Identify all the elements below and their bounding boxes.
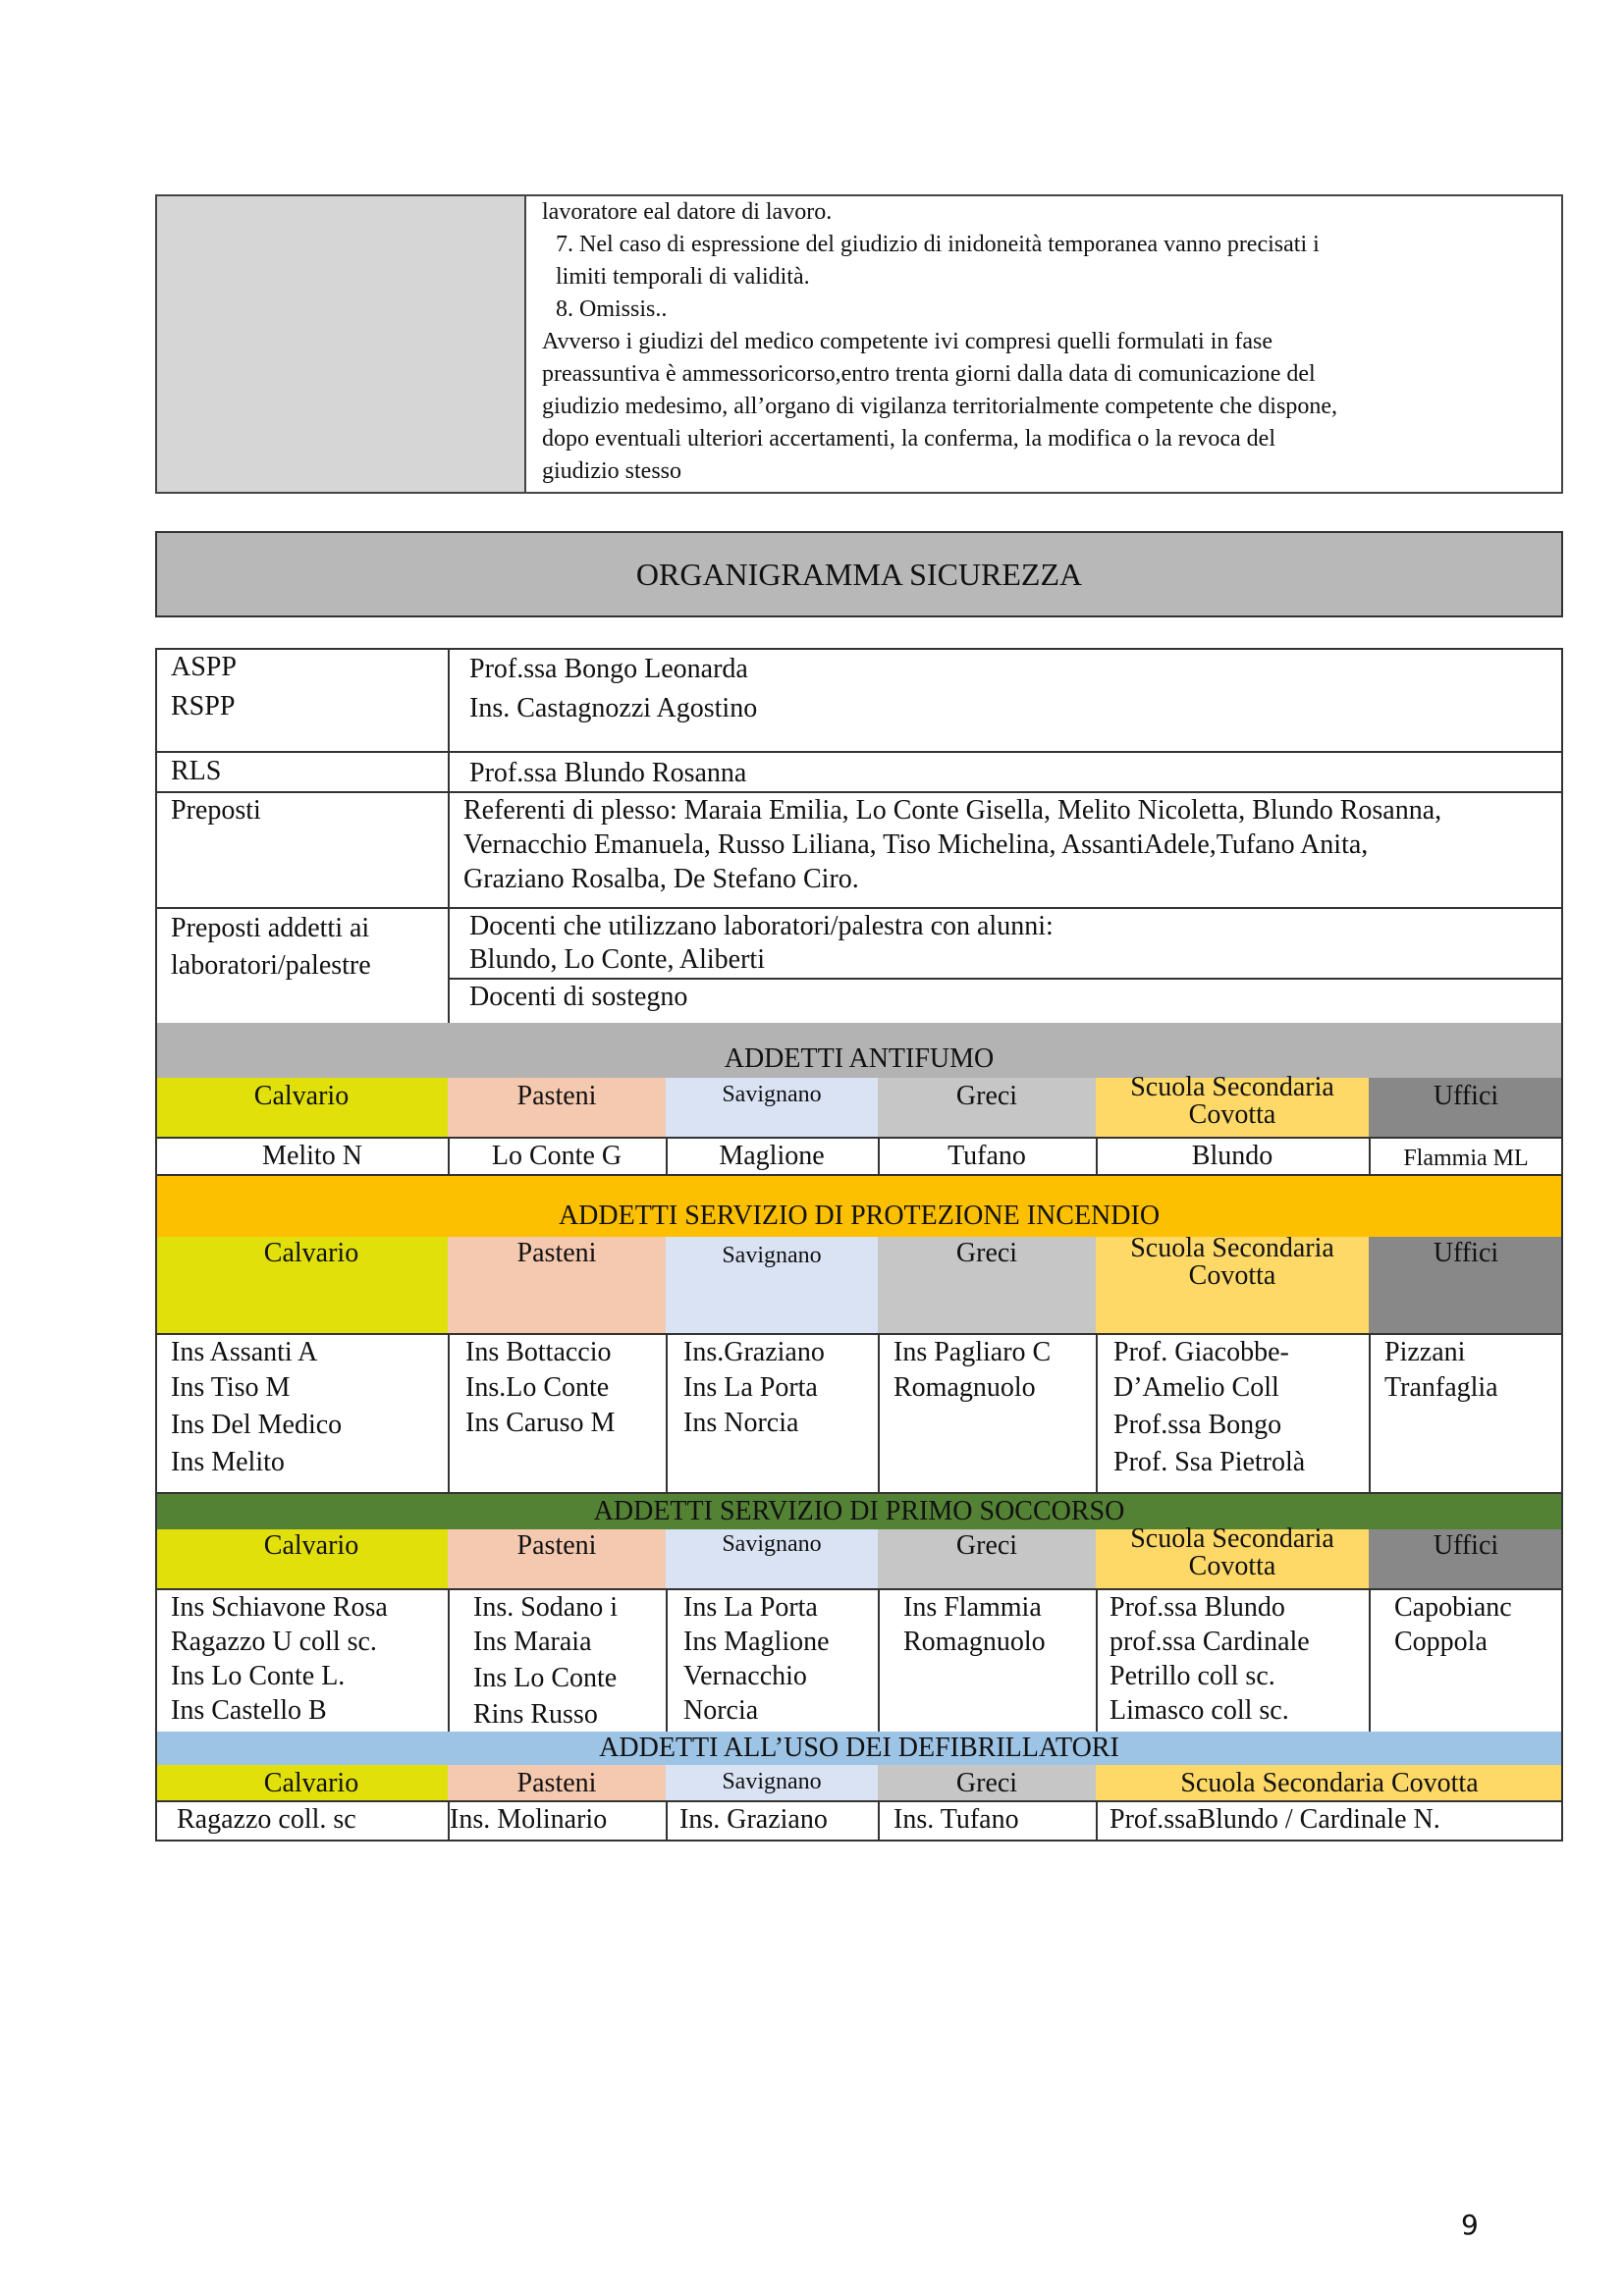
header-calvario: Calvario	[263, 1530, 359, 1561]
cell-soccorso-savignano: Norcia	[683, 1695, 759, 1726]
cell-incendio-secondaria: Prof. Giacobbe-	[1113, 1337, 1289, 1367]
cell-soccorso-uffici: Coppola	[1394, 1627, 1488, 1657]
cell-soccorso-savignano: Vernacchio	[683, 1661, 807, 1691]
cell-soccorso-greci: Romagnuolo	[903, 1627, 1046, 1657]
cell-incendio-savignano: Ins.Graziano	[683, 1337, 825, 1367]
header-greci: Greci	[955, 1081, 1018, 1111]
cell-soccorso-calvario: Ins Lo Conte L.	[171, 1661, 346, 1691]
cell-antifumo-greci: Tufano	[947, 1141, 1026, 1171]
cell-incendio-uffici: Tranfaglia	[1384, 1372, 1498, 1403]
role-preposti-value: Vernacchio Emanuela, Russo Liliana, Tiso Michelina, AssantiAdele,Tufano Anita,	[463, 829, 1369, 860]
cell-defib-secondaria: Prof.ssaBlundo / Cardinale N.	[1110, 1804, 1440, 1835]
intro-line: lavoratore eal datore di lavoro.	[542, 199, 833, 225]
header-secondaria: Scuola Secondaria	[1130, 1523, 1334, 1554]
cell-soccorso-secondaria: Prof.ssa Blundo	[1110, 1592, 1285, 1623]
cell-incendio-calvario: Ins Del Medico	[171, 1410, 343, 1440]
header-pasteni: Pasteni	[516, 1530, 597, 1561]
role-laboratori-value: Blundo, Lo Conte, Aliberti	[469, 944, 765, 975]
role-rls-value: Prof.ssa Blundo Rosanna	[469, 758, 747, 788]
role-aspp-label: ASPP	[171, 652, 237, 682]
cell-soccorso-calvario: Ragazzo U coll sc.	[171, 1627, 377, 1657]
intro-empty-cell	[157, 196, 526, 492]
header-pasteni: Pasteni	[516, 1238, 597, 1268]
header-uffici: Uffici	[1433, 1530, 1499, 1561]
header-calvario: Calvario	[263, 1768, 359, 1798]
cell-soccorso-savignano: Ins La Porta	[683, 1592, 818, 1623]
cell-soccorso-pasteni: Rins Russo	[473, 1699, 598, 1730]
cell-incendio-secondaria: D’Amelio Coll	[1113, 1372, 1279, 1403]
cell-incendio-calvario: Ins Assanti A	[171, 1337, 318, 1367]
cell-incendio-pasteni: Ins Caruso M	[465, 1408, 616, 1438]
section-title: ADDETTI ANTIFUMO	[724, 1043, 995, 1074]
header-secondaria: Scuola Secondaria Covotta	[1180, 1768, 1479, 1798]
header-pasteni: Pasteni	[516, 1768, 597, 1798]
page-title: ORGANIGRAMMA SICUREZZA	[155, 531, 1563, 617]
cell-soccorso-calvario: Ins Castello B	[171, 1695, 327, 1726]
cell-incendio-savignano: Ins Norcia	[683, 1408, 799, 1438]
cell-incendio-greci: Ins Pagliaro C	[893, 1337, 1052, 1367]
cell-antifumo-calvario: Melito N	[262, 1141, 362, 1171]
header-greci: Greci	[955, 1238, 1018, 1268]
header-pasteni: Pasteni	[516, 1081, 597, 1111]
header-calvario: Calvario	[263, 1238, 359, 1268]
section-title: ADDETTI ALL’USO DEI DEFIBRILLATORI	[599, 1733, 1119, 1763]
role-sostegno-value: Docenti di sostegno	[469, 982, 688, 1012]
cell-soccorso-greci: Ins Flammia	[903, 1592, 1042, 1623]
header-greci: Greci	[955, 1530, 1018, 1561]
header-secondaria: Covotta	[1188, 1551, 1276, 1581]
cell-soccorso-savignano: Ins Maglione	[683, 1627, 830, 1657]
cell-incendio-calvario: Ins Tiso M	[171, 1372, 291, 1403]
header-uffici: Uffici	[1433, 1238, 1499, 1268]
cell-incendio-pasteni: Ins.Lo Conte	[465, 1372, 610, 1403]
cell-defib-pasteni: Ins. Molinario	[450, 1804, 608, 1835]
role-rspp-label: RSPP	[171, 691, 236, 721]
header-savignano: Savignano	[722, 1531, 822, 1557]
header-calvario: Calvario	[253, 1081, 350, 1111]
header-greci: Greci	[955, 1768, 1018, 1798]
role-preposti-label: Preposti	[171, 795, 261, 826]
header-secondaria: Scuola Secondaria	[1130, 1072, 1334, 1102]
cell-antifumo-pasteni: Lo Conte G	[491, 1141, 623, 1171]
cell-soccorso-pasteni: Ins. Sodano i	[473, 1592, 618, 1623]
cell-defib-calvario: Ragazzo coll. sc	[177, 1804, 356, 1835]
cell-soccorso-pasteni: Ins Lo Conte	[473, 1663, 618, 1693]
role-rspp-value: Ins. Castagnozzi Agostino	[469, 693, 758, 723]
intro-line: preassuntiva è ammessoricorso,entro trenta giorni dalla data di comunicazione del	[542, 361, 1316, 387]
section-title: ADDETTI SERVIZIO DI PRIMO SOCCORSO	[593, 1496, 1125, 1526]
section-title: ADDETTI SERVIZIO DI PROTEZIONE INCENDIO	[558, 1201, 1161, 1231]
cell-antifumo-secondaria: Blundo	[1191, 1141, 1273, 1171]
cell-defib-greci: Ins. Tufano	[893, 1804, 1019, 1835]
cell-antifumo-uffici: Flammia ML	[1403, 1146, 1529, 1171]
cell-defib-savignano: Ins. Graziano	[679, 1804, 828, 1835]
header-uffici: Uffici	[1433, 1081, 1499, 1111]
role-laboratori-label: Preposti addetti ai	[171, 913, 370, 943]
intro-line: giudizio medesimo, all’organo di vigilanza territorialmente competente che dispone,	[542, 394, 1337, 419]
table-left-border	[155, 1023, 157, 1840]
intro-line: Avverso i giudizi del medico competente ivi compresi quelli formulati in fase	[542, 329, 1273, 354]
table-right-border	[1561, 1023, 1563, 1840]
cell-soccorso-secondaria: prof.ssa Cardinale	[1110, 1627, 1310, 1657]
cell-incendio-secondaria: Prof. Ssa Pietrolà	[1113, 1447, 1306, 1477]
cell-incendio-savignano: Ins La Porta	[683, 1372, 818, 1403]
role-aspp-value: Prof.ssa Bongo Leonarda	[469, 654, 748, 684]
role-laboratori-value: Docenti che utilizzano laboratori/palestra con alunni:	[469, 911, 1054, 941]
role-preposti-value: Referenti di plesso: Maraia Emilia, Lo Conte Gisella, Melito Nicoletta, Blundo Rosanna,	[463, 795, 1442, 826]
intro-line: giudizio stesso	[542, 458, 681, 484]
cell-soccorso-secondaria: Petrillo coll sc.	[1110, 1661, 1275, 1691]
cell-incendio-calvario: Ins Melito	[171, 1447, 285, 1477]
cell-incendio-uffici: Pizzani	[1384, 1337, 1466, 1367]
header-secondaria: Covotta	[1188, 1260, 1276, 1291]
cell-soccorso-uffici: Capobianc	[1394, 1592, 1512, 1623]
cell-antifumo-savignano: Maglione	[719, 1141, 825, 1171]
header-secondaria: Scuola Secondaria	[1130, 1233, 1334, 1263]
cell-soccorso-pasteni: Ins Maraia	[473, 1627, 592, 1657]
cell-incendio-greci: Romagnuolo	[893, 1372, 1036, 1403]
cell-soccorso-secondaria: Limasco coll sc.	[1110, 1695, 1289, 1726]
cell-incendio-pasteni: Ins Bottaccio	[465, 1337, 612, 1367]
header-secondaria: Covotta	[1188, 1099, 1276, 1130]
intro-line: limiti temporali di validità.	[556, 264, 810, 290]
cell-soccorso-calvario: Ins Schiavone Rosa	[171, 1592, 388, 1623]
intro-line: 7. Nel caso di espressione del giudizio di inidoneità temporanea vanno precisati i	[556, 232, 1320, 257]
header-savignano: Savignano	[722, 1082, 822, 1107]
page-number: 9	[1461, 2209, 1479, 2241]
header-savignano: Savignano	[722, 1769, 822, 1794]
role-rls-label: RLS	[171, 756, 222, 786]
role-laboratori-label: laboratori/palestre	[171, 950, 371, 981]
intro-line: 8. Omissis..	[556, 296, 668, 322]
role-preposti-value: Graziano Rosalba, De Stefano Ciro.	[463, 864, 859, 894]
header-savignano: Savignano	[722, 1243, 822, 1268]
intro-line: dopo eventuali ulteriori accertamenti, la conferma, la modifica o la revoca del	[542, 426, 1275, 452]
cell-incendio-secondaria: Prof.ssa Bongo	[1113, 1410, 1282, 1440]
